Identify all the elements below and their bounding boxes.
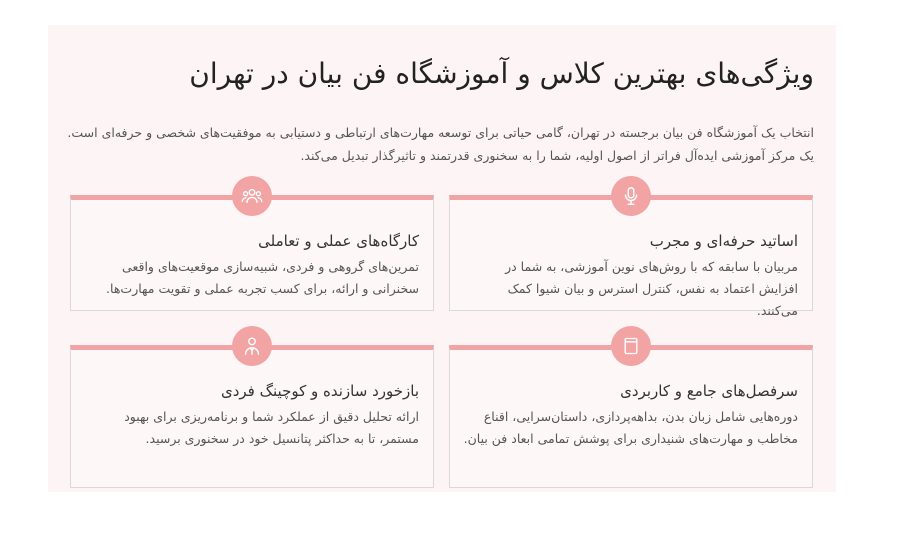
group-icon <box>232 176 272 216</box>
section-intro: انتخاب یک آموزشگاه فن بیان برجسته در تهران، گامی حیاتی برای توسعه مهارت‌های ارتباطی و دستیابی به موفقیت‌های شخصی و حرفه‌ای است. یک مرکز آموزشی ایده‌آل فراتر از اصول اولیه، شما را به سخنوری قدرتمند و تاثیرگذار تبدیل می‌کند. <box>67 125 814 163</box>
feature-card-title: کارگاه‌های عملی و تعاملی <box>258 232 419 250</box>
feature-card-title: بازخورد سازنده و کوچینگ فردی <box>220 382 419 400</box>
feature-card-coaching <box>70 345 434 488</box>
coach-icon <box>232 326 272 366</box>
section-title: ویژگی‌های بهترین کلاس و آموزشگاه فن بیان در تهران <box>189 57 814 90</box>
feature-card-text: تمرین‌های گروهی و فردی، شبیه‌سازی موقعیت‌های واقعی سخنرانی و ارائه، برای کسب تجربه عملی و تقویت مهارت‌ها. <box>106 259 419 296</box>
feature-card-title: سرفصل‌های جامع و کاربردی <box>620 382 798 400</box>
feature-card-workshops <box>70 195 434 311</box>
feature-card-text: ارائه تحلیل دقیق از عملکرد شما و برنامه‌ریزی برای بهبود مستمر، تا به حداکثر پتانسیل خود در سخنوری برسید. <box>124 409 419 446</box>
feature-card-curriculum <box>449 345 813 488</box>
feature-card-instructors <box>449 195 813 318</box>
feature-card-text: مربیان با سابقه که با روش‌های نوین آموزشی، به شما در افزایش اعتماد به نفس، کنترل استرس و بیان شیوا کمک می‌کنند. <box>505 259 798 318</box>
features-section <box>48 25 836 492</box>
feature-card-text: دوره‌هایی شامل زبان بدن، بداهه‌پردازی، داستان‌سرایی، اقناع مخاطب و مهارت‌های شنیداری برای پوشش تمامی ابعاد فن بیان. <box>463 409 798 446</box>
microphone-icon <box>611 176 651 216</box>
feature-card-title: اساتید حرفه‌ای و مجرب <box>649 232 798 250</box>
book-icon <box>611 326 651 366</box>
